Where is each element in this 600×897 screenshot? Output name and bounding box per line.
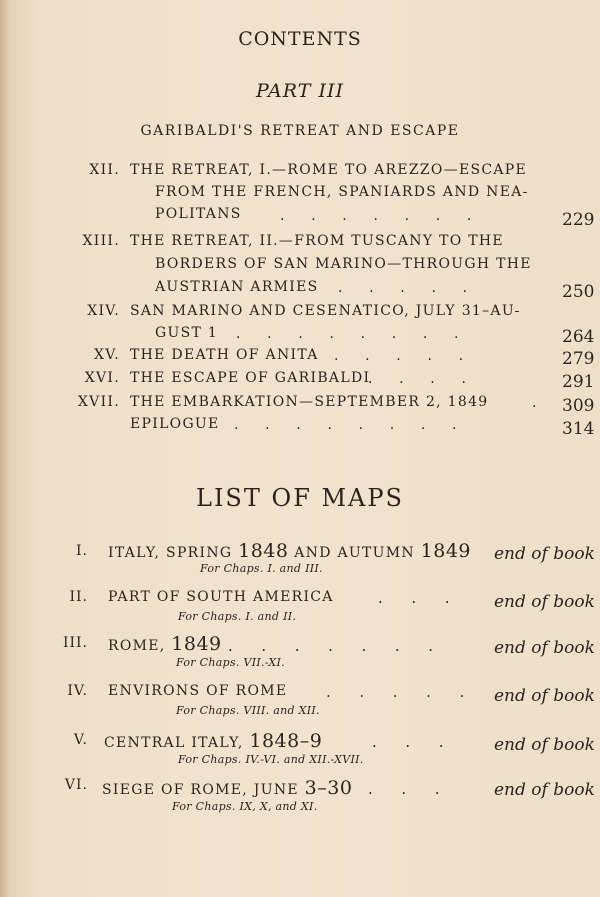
map-year: 1848–9: [249, 730, 323, 752]
leader-dots: . . . . .: [326, 683, 465, 701]
map-title-text: ROME,: [108, 638, 172, 654]
map-chapters: For Chaps. I. and III.: [200, 562, 323, 575]
page-number: 279: [562, 349, 595, 369]
chapter-title-line: FROM THE FRENCH, SPANIARDS AND NEA-: [155, 184, 529, 200]
chapter-title-line: AUSTRIAN ARMIES: [155, 279, 319, 295]
leader-dots: . . . . . . . .: [236, 326, 459, 342]
page-header: CONTENTS: [238, 28, 362, 50]
chapter-number: XVI.: [84, 370, 120, 386]
map-title: [108, 633, 222, 655]
map-title-text: AND AUTUMN: [288, 545, 421, 561]
page-number: 309: [562, 396, 595, 416]
map-number: VI.: [64, 777, 88, 793]
chapter-number: XIII.: [82, 233, 120, 249]
page-number: 264: [562, 327, 595, 347]
chapter-title-line: THE RETREAT, II.—FROM TUSCANY TO THE: [130, 233, 504, 249]
map-title-text: PART OF SOUTH AMERICA: [108, 589, 334, 605]
chapter-title-line: THE DEATH OF ANITA: [130, 347, 319, 363]
map-title: [108, 589, 334, 605]
map-number: I.: [76, 543, 88, 559]
page-number: 291: [562, 372, 595, 392]
leader-dots: . . .: [378, 589, 450, 607]
map-number: IV.: [67, 683, 88, 699]
chapter-title-line: THE EMBARKATION—SEPTEMBER 2, 1849: [130, 394, 489, 410]
map-year: 1849: [171, 633, 222, 655]
leader-dots: . . . . .: [338, 280, 468, 296]
leader-dots: . . .: [368, 780, 440, 798]
map-year: 1849: [420, 540, 472, 562]
chapter-number: XV.: [94, 347, 120, 363]
map-number: V.: [73, 732, 88, 748]
chapter-title-line: THE ESCAPE OF GARIBALDI: [130, 370, 371, 386]
part-title: PART III: [256, 80, 344, 102]
map-location: end of book: [494, 686, 595, 706]
chapter-title-line: SAN MARINO AND CESENATICO, JULY 31–AU-: [130, 303, 521, 319]
map-chapters: For Chaps. IX, X, and XI.: [172, 800, 318, 813]
leader-dots: . . . . . . . .: [234, 417, 457, 433]
leader-dots: . . . . . . .: [280, 208, 472, 224]
map-number: III.: [62, 635, 88, 651]
chapter-number: XIV.: [87, 303, 120, 319]
chapter-number: XVII.: [77, 394, 120, 410]
page-number: 250: [562, 282, 595, 302]
chapter-title-line: BORDERS OF SAN MARINO—THROUGH THE: [155, 256, 532, 272]
map-location: end of book: [494, 592, 595, 612]
map-year: 3–30: [304, 777, 353, 799]
map-title-text: SIEGE OF ROME, JUNE: [102, 782, 305, 798]
map-title: [108, 683, 287, 699]
chapter-title-line: GUST 1: [155, 325, 219, 341]
map-location: end of book: [494, 544, 595, 564]
map-number: II.: [69, 589, 88, 605]
maps-heading: LIST OF MAPS: [196, 484, 404, 512]
chapter-title-line: THE RETREAT, I.—ROME TO AREZZO—ESCAPE: [130, 162, 528, 178]
section-title: GARIBALDI'S RETREAT AND ESCAPE: [140, 123, 460, 139]
leader-dots: . . . . .: [334, 348, 464, 364]
map-title-text: CENTRAL ITALY,: [104, 735, 250, 751]
page-number: 229: [562, 210, 595, 230]
chapter-number: XII.: [89, 162, 120, 178]
map-title: [108, 540, 471, 562]
map-location: end of book: [494, 638, 595, 658]
page-number: 314: [562, 419, 595, 439]
map-title-text: ENVIRONS OF ROME: [108, 683, 288, 699]
map-chapters: For Chaps. VIII. and XII.: [176, 704, 320, 717]
map-title: [104, 730, 322, 752]
leader-dots: . . . .: [368, 371, 466, 387]
leader-dots: . . . . . . .: [228, 637, 434, 655]
chapter-title-line: EPILOGUE: [130, 416, 220, 432]
chapter-title-line: POLITANS: [155, 206, 242, 222]
map-chapters: For Chaps. IV.-VI. and XII.-XVII.: [178, 753, 364, 766]
leader-dots: . . .: [372, 733, 444, 751]
map-location: end of book: [494, 780, 595, 800]
map-location: end of book: [494, 735, 595, 755]
leader-dots: .: [532, 395, 537, 411]
map-title: [102, 777, 352, 799]
map-chapters: For Chaps. I. and II.: [178, 610, 297, 623]
map-year: 1848: [238, 540, 289, 562]
map-chapters: For Chaps. VII.-XI.: [176, 656, 285, 669]
map-title-text: ITALY, SPRING: [108, 545, 239, 561]
